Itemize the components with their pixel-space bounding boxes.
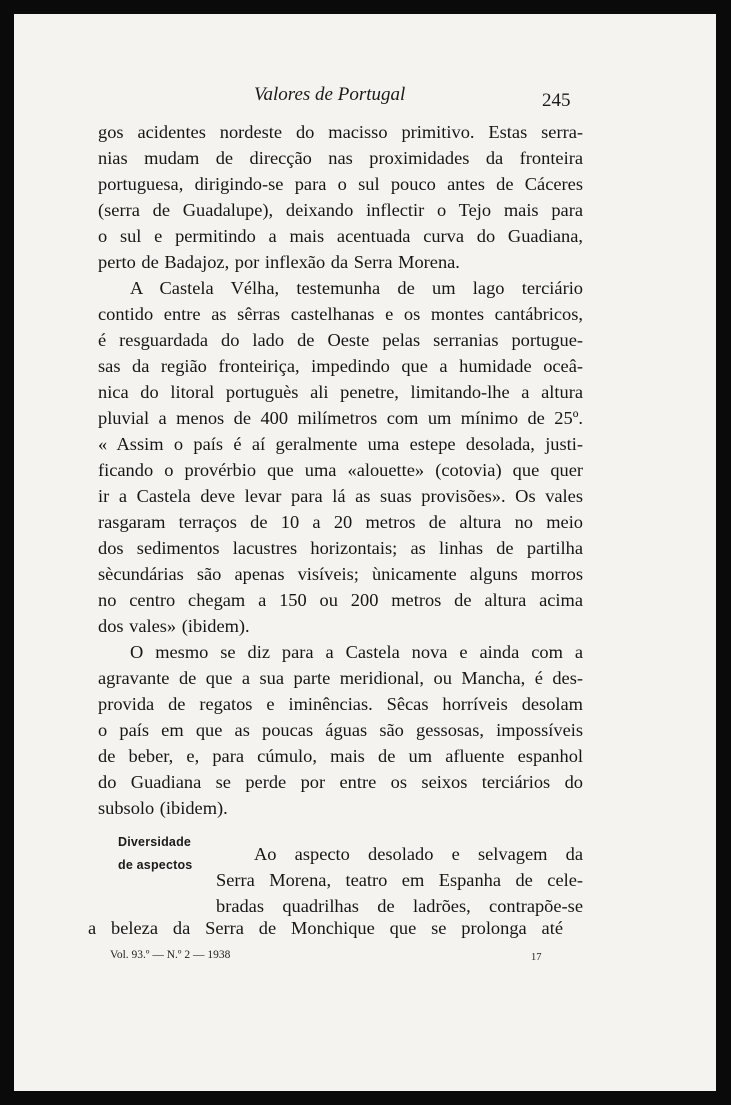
text-line: agravante de que a sua parte meridional, ou Mancha, é des- bbox=[98, 668, 583, 688]
book-page bbox=[14, 14, 716, 1091]
text-line: nica do litoral portuguès ali penetre, limitando-lhe a altura bbox=[98, 382, 583, 402]
text-line: ir a Castela deve levar para lá as suas provisões». Os vales bbox=[98, 486, 583, 506]
text-line: gos acidentes nordeste do macisso primitivo. Estas serra- bbox=[98, 122, 583, 142]
text-line: subsolo (ibidem). bbox=[98, 798, 228, 818]
text-line: (serra de Guadalupe), deixando inflectir o Tejo mais para bbox=[98, 200, 583, 220]
text-line: pluvial a menos de 400 milímetros com um mínimo de 25º. bbox=[98, 408, 583, 428]
text-line: é resguardada do lado de Oeste pelas serranias portugue- bbox=[98, 330, 583, 350]
footer-sheet-number: 17 bbox=[531, 952, 542, 963]
text-line: portuguesa, dirigindo-se para o sul pouco antes de Cáceres bbox=[98, 174, 583, 194]
text-line: perto de Badajoz, por inflexão da Serra Morena. bbox=[98, 252, 460, 272]
text-line: contido entre as sêrras castelhanas e os montes cantábricos, bbox=[98, 304, 583, 324]
side-note-line-1: Diversidade bbox=[118, 835, 192, 849]
text-line: o sul e permitindo a mais acentuada curva do Guadiana, bbox=[98, 226, 583, 246]
text-line: O mesmo se diz para a Castela nova e ainda com a bbox=[130, 642, 583, 662]
text-line: dos vales» (ibidem). bbox=[98, 616, 250, 636]
text-line: provida de regatos e iminências. Sêcas horríveis desolam bbox=[98, 694, 583, 714]
text-line: A Castela Vélha, testemunha de um lago terciário bbox=[130, 278, 583, 298]
text-line: Ao aspecto desolado e selvagem da bbox=[254, 844, 583, 864]
text-line: o país em que as poucas águas são gessosas, impossíveis bbox=[98, 720, 583, 740]
text-line: dos sedimentos lacustres horizontais; as linhas de partilha bbox=[98, 538, 583, 558]
text-line: ficando o provérbio que uma «alouette» (cotovia) que quer bbox=[98, 460, 583, 480]
page-number: 245 bbox=[542, 90, 571, 111]
text-line: de beber, e, para cúmulo, mais de um afluente espanhol bbox=[98, 746, 583, 766]
text-line: sas da região fronteiriça, impedindo que a humidade oceâ- bbox=[98, 356, 583, 376]
text-line: do Guadiana se perde por entre os seixos terciários do bbox=[98, 772, 583, 792]
text-line: bradas quadrilhas de ladrões, contrapõe-se bbox=[216, 896, 583, 916]
text-line: rasgaram terraços de 10 a 20 metros de altura no meio bbox=[98, 512, 583, 532]
text-line: no centro chegam a 150 ou 200 metros de altura acima bbox=[98, 590, 583, 610]
footer-signature: Vol. 93.º — N.º 2 — 1938 bbox=[110, 949, 231, 961]
text-line: « Assim o país é aí geralmente uma estepe desolada, justi- bbox=[98, 434, 583, 454]
text-line: nias mudam de direcção nas proximidades da fronteira bbox=[98, 148, 583, 168]
text-line: a beleza da Serra de Monchique que se prolonga até bbox=[88, 918, 563, 938]
running-title: Valores de Portugal bbox=[254, 84, 406, 105]
text-line: Serra Morena, teatro em Espanha de cele- bbox=[216, 870, 583, 890]
side-note-line-2: de aspectos bbox=[118, 858, 193, 872]
text-line: sècundárias são apenas visíveis; ùnicamente alguns morros bbox=[98, 564, 583, 584]
